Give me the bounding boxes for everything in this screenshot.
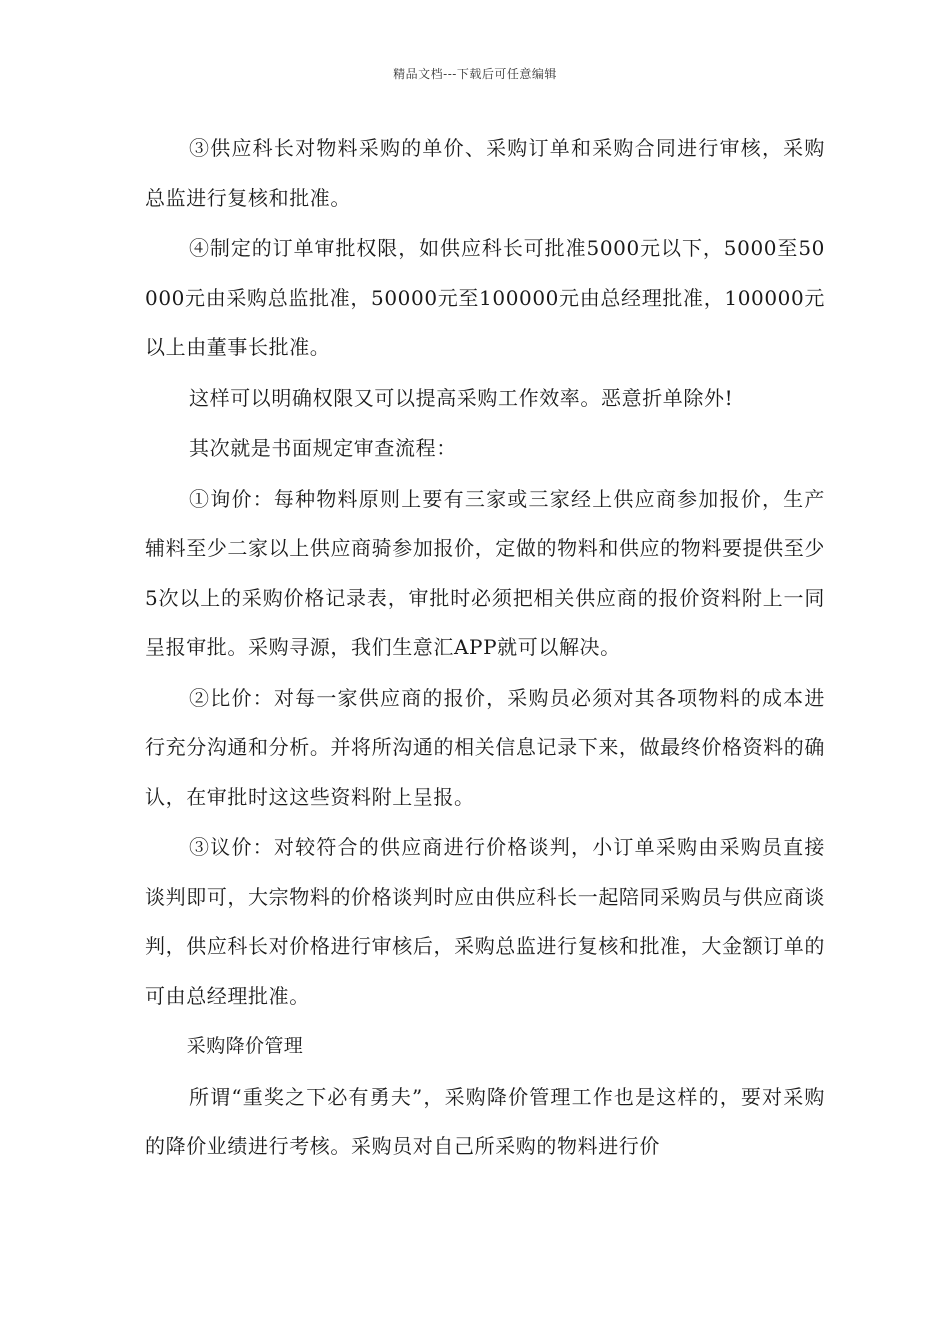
paragraph-negotiation: ③议价：对较符合的供应商进行价格谈判，小订单采购由采购员直接谈判即可，大宗物料的价格谈判时应由供应科长一起陪同采购员与供应商谈判，供应科长对价格进行审核后，采购总监进行复核和批准，大金额订单的可由总经理批准。 (145, 835, 825, 1008)
section-heading-cost-reduction: 采购降价管理 (186, 1035, 304, 1057)
paragraph-price-comparison: ②比价：对每一家供应商的报价，采购员必须对其各项物料的成本进行充分沟通和分析。并将所沟通的相关信息记录下来，做最终价格资料的确认，在审批时这这些资料附上呈报。 (145, 685, 825, 809)
paragraph-approval-limits: ④制定的订单审批权限，如供应科长可批准5000元以下，5000至50000元由采购总监批准，50000元至100000元由总经理批准，100000元以上由董事长批准。 (145, 236, 825, 359)
paragraph-review-approval: ③供应科长对物料采购的单价、采购订单和采购合同进行审核，采购总监进行复核和批准。 (145, 136, 825, 210)
page-header: 精品文档---下载后可任意编辑 (393, 67, 557, 81)
paragraph-cost-reduction: 所谓“重奖之下必有勇夫”，采购降价管理工作也是这样的，要对采购的降价业绩进行考核。采购员对自己所采购的物料进行价 (145, 1084, 825, 1158)
paragraph-inquiry: ①询价：每种物料原则上要有三家或三家经上供应商参加报价，生产辅料至少二家以上供应商骑参加报价，定做的物料和供应的物料要提供至少5次以上的采购价格记录表，审批时必须把相关供应商的报价资料附上一同呈报审批。采购寻源，我们生意汇APP就可以解决。 (145, 486, 825, 659)
document-body (145, 124, 825, 1173)
paragraph-review-process-intro: 其次就是书面规定审查流程： (189, 436, 457, 460)
paragraph-efficiency: 这样可以明确权限又可以提高采购工作效率。恶意折单除外! (189, 385, 734, 410)
